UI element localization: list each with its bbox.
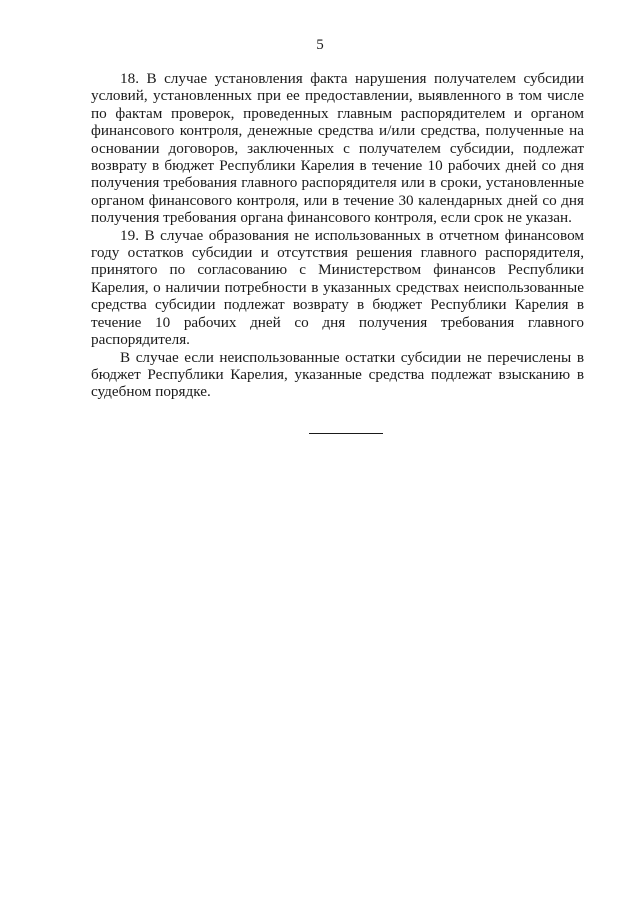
paragraph-19: 19. В случае образования не использованных в отчетном финансовом году остатков субсидии и отсутствия решения главного распорядителя, принятого по согласованию с Министерством финансов Республики Карелия, о наличии потребности в указанных средствах неиспользованные средства субсидии подлежат возврату в бюджет Республики Карелия в течение 10 рабочих дней со дня получения требования главного распорядителя. (91, 226, 584, 349)
end-of-text-rule (309, 433, 383, 434)
document-body (91, 70, 584, 401)
paragraph-recovery: В случае если неиспользованные остатки субсидии не перечислены в бюджет Республики Карелия, указанные средства подлежат взысканию в судебном порядке. (91, 348, 584, 401)
paragraph-18: 18. В случае установления факта нарушения получателем субсидии условий, установленных при ее предоставлении, выявленного в том числе по фактам проверок, проведенных главным распорядителем и органом финансового контроля, денежные средства и/или средства, полученные на основании договоров, заключенных с получателем субсидии, подлежат возврату в бюджет Республики Карелия в течение 10 рабочих дней со дня получения требования главного распорядителя или в сроки, установленные органом финансового контроля, или в течение 30 календарных дней со дня получения требования органа финансового контроля, если срок не указан. (91, 70, 584, 227)
page-number: 5 (316, 37, 324, 53)
